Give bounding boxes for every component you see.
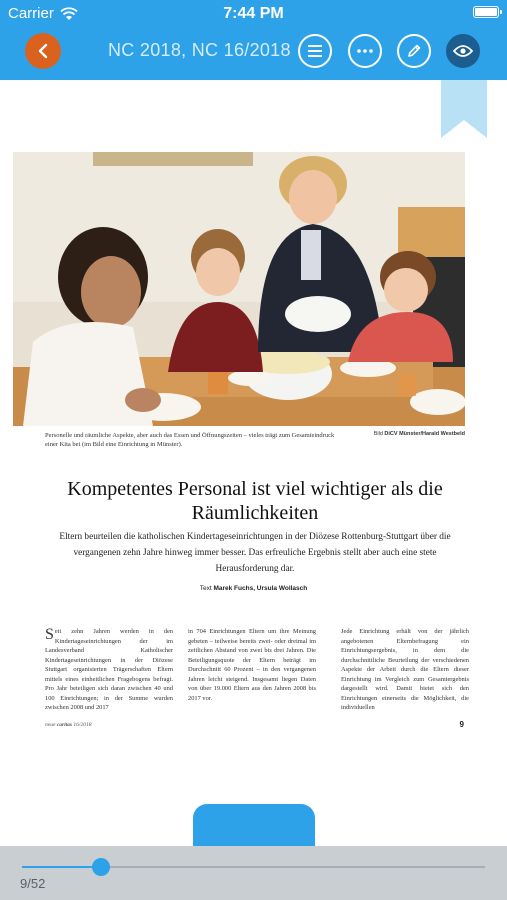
footer-brand: caritas [56,722,73,728]
page-slider-thumb[interactable] [92,858,110,876]
page-slider-track[interactable] [22,866,485,868]
page-number: 9 [459,720,464,729]
article-byline [0,585,507,592]
photo-credit-name: DiCV Münster/Harald Westbeld [384,431,465,437]
edit-button[interactable] [397,34,431,68]
status-time: 7:44 PM [223,5,284,22]
footer-prefix: neue [45,722,56,728]
drop-cap: S [45,626,54,643]
app-header [0,0,507,80]
menu-button[interactable] [298,34,332,68]
hamburger-menu-icon [307,44,323,58]
article-title: Kompetentes Personal ist viel wichtiger als die Räumlichkeiten [67,478,443,524]
issue-title: NC 2018, NC 16/2018 [108,40,291,60]
page-footer [45,722,91,728]
eye-icon [453,45,473,57]
article-column-1 [45,627,173,713]
battery-icon [473,6,499,18]
chevron-left-icon [36,43,50,59]
back-button[interactable] [25,33,61,69]
page-counter: 9/52 [20,876,46,891]
page-slider-bar [0,846,507,900]
photo-caption: Personelle und räumliche Aspekte, aber auch das Essen und Öffnungszeiten – vieles trägt zum Gesamteindruck einer Kita bei (im Bild eine Einrichtung in Münster). [45,432,335,448]
byline-authors: Marek Fuchs, Ursula Wollasch [213,585,308,592]
column-1-text: eit zehn Jahren werden in den Kindertageseinrichtungen der im Landesverband Katholischer Kindertageseinrichtungen in der Diözese Stuttgart organisierten Trägerschaften Eltern mittels eines einheitlichen Fragebogens befragt. Pro Jahr beteiligen sich daran zwischen 40 und 100 Einrichtungen; in der Summe wurden zwischen 2008 und 2017 [45,628,173,711]
article-column-3: Jede Einrichtung erhält von der jährlich angebotenen Elternbefragung ein Einrichtungsergebnis, in dem die durchschnittliche Beurteilung der verschiedenen Aspekte der Arbeit durch die Eltern dieser Einrichtung im Vergleich zum Gesamtergebnis dargestellt wird. Damit bietet sich den Einrichtungen einerseits die Möglichkeit, die individuellen [341,628,469,711]
footer-issue: 16/2018 [73,722,92,728]
photo-credit-prefix: Bild [373,431,383,437]
article-lead: Eltern beurteilen die katholischen Kindertageseinrichtungen in der Diözese Rottenburg-Stuttgart über die vergangenen zehn Jahre hinweg immer besser. Das erfreuliche Ergebnis stellt aber auch eine stete Herausforderung dar. [59,532,451,574]
carrier-label: Carrier [8,5,54,22]
photo-credit [374,431,465,437]
status-bar [0,0,507,28]
article-column-2: in 704 Einrichtungen Eltern um ihre Meinung gebeten – teilweise bereits zwei- oder dreimal im zeitlichen Abstand von zwei bis drei Jahren. Die Beteiligungsquote der Eltern beträgt im Durchschnitt 60 Prozent – in den vergangenen Jahren leicht steigend. Insgesamt liegen Daten von über 19.000 Eltern aus den Jahren 2008 bis 2017 vor. [188,628,316,702]
nav-bar [0,28,507,80]
more-button[interactable] [348,34,382,68]
byline-prefix: Text [199,585,212,592]
status-right [473,6,499,18]
view-button[interactable] [446,34,480,68]
pencil-icon [406,43,422,59]
page-slider-fill [22,866,101,868]
bookmark-ribbon-icon[interactable] [441,80,487,138]
magazine-page[interactable] [0,80,507,846]
article-photo [13,152,465,426]
ellipsis-icon [356,49,374,53]
